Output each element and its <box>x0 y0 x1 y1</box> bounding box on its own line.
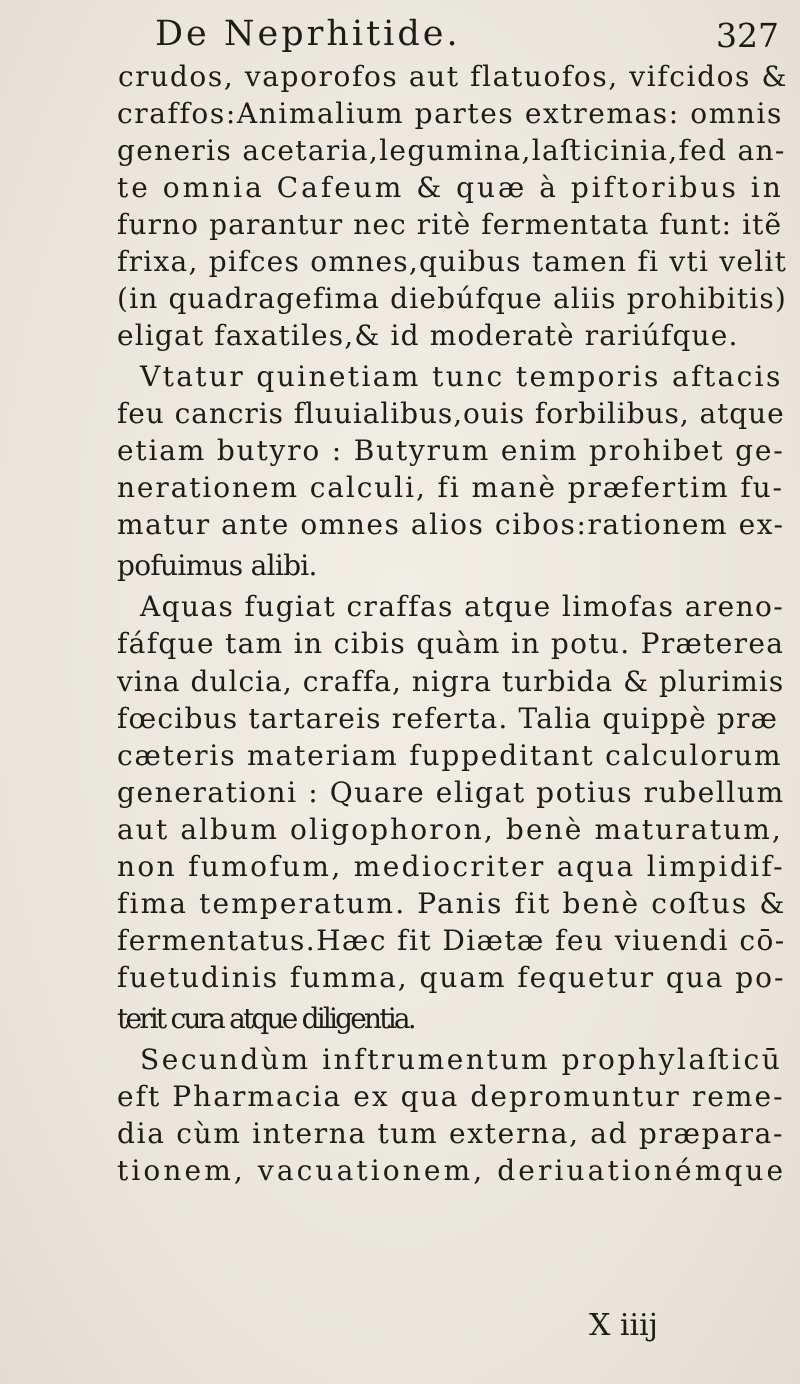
text-line: vina dulcia, craffa, nigra turbida & plurimis <box>117 665 785 698</box>
text-line: fermentatus.Hæc fit Diætæ feu viuendi cō- <box>117 924 786 957</box>
text-line: Aquas fugiat craffas atque limofas areno- <box>140 590 785 623</box>
running-head: De Neprhitide. <box>155 14 461 54</box>
text-line: matur ante omnes alios cibos:rationem ex- <box>117 508 785 541</box>
text-line: crudos, vaporofos aut flatuofos, vifcidos & <box>118 60 789 93</box>
text-line: craffos:Animalium partes extremas: omnis <box>117 97 783 130</box>
text-line: generis acetaria,legumina,laﬅicinia,fed an- <box>117 134 786 167</box>
text-line: furno parantur nec ritè fermentata funt: itẽ <box>117 208 783 241</box>
text-line: te omnia Cafeum & quæ à piftoribus in <box>117 171 784 204</box>
page-number: 327 <box>716 16 779 55</box>
text-line: nerationem calculi, fi manè præfertim fu- <box>117 471 784 504</box>
text-line: etiam butyro : Butyrum enim prohibet ge- <box>117 434 785 467</box>
text-line: frixa, pifces omnes,quibus tamen fi vti velit <box>117 245 788 278</box>
text-line: fima temperatum. Panis fit benè coﬅus & <box>117 887 787 920</box>
text-line: terit cura atque diligentia. <box>117 1002 414 1035</box>
text-line: (in quadragefima diebúfque aliis prohibitis) <box>117 282 788 315</box>
text-line: Vtatur quinetiam tunc temporis aftacis <box>140 360 783 393</box>
text-line: eligat faxatiles,& id moderatè rariúfque. <box>117 319 739 352</box>
text-line: pofuimus alibi. <box>117 549 317 582</box>
text-line: Secundùm inftrumentum prophylaﬅicū <box>140 1043 783 1076</box>
text-line: feu cancris fluuialibus,ouis forbilibus, atque <box>117 397 785 430</box>
text-line: tionem, vacuationem, deriuationémque <box>117 1154 787 1187</box>
text-line: cæteris materiam fuppeditant calculorum <box>117 739 783 772</box>
text-line: non fumofum, mediocriter aqua limpidif- <box>117 850 785 883</box>
text-line: generationi : Quare eligat potius rubellum <box>117 776 785 809</box>
text-line: fáfque tam in cibis quàm in potu. Præterea <box>117 627 785 660</box>
signature-mark: X iiij <box>589 1308 658 1343</box>
text-line: dia cùm interna tum externa, ad præpara- <box>117 1117 785 1150</box>
text-line: fœcibus tartareis referta. Talia quippè præ <box>117 702 779 735</box>
text-line: fuetudinis fumma, quam fequetur qua po- <box>117 961 786 994</box>
text-line: eft Pharmacia ex qua depromuntur reme- <box>117 1080 785 1113</box>
text-line: aut album oligophoron, benè maturatum, <box>117 813 783 846</box>
